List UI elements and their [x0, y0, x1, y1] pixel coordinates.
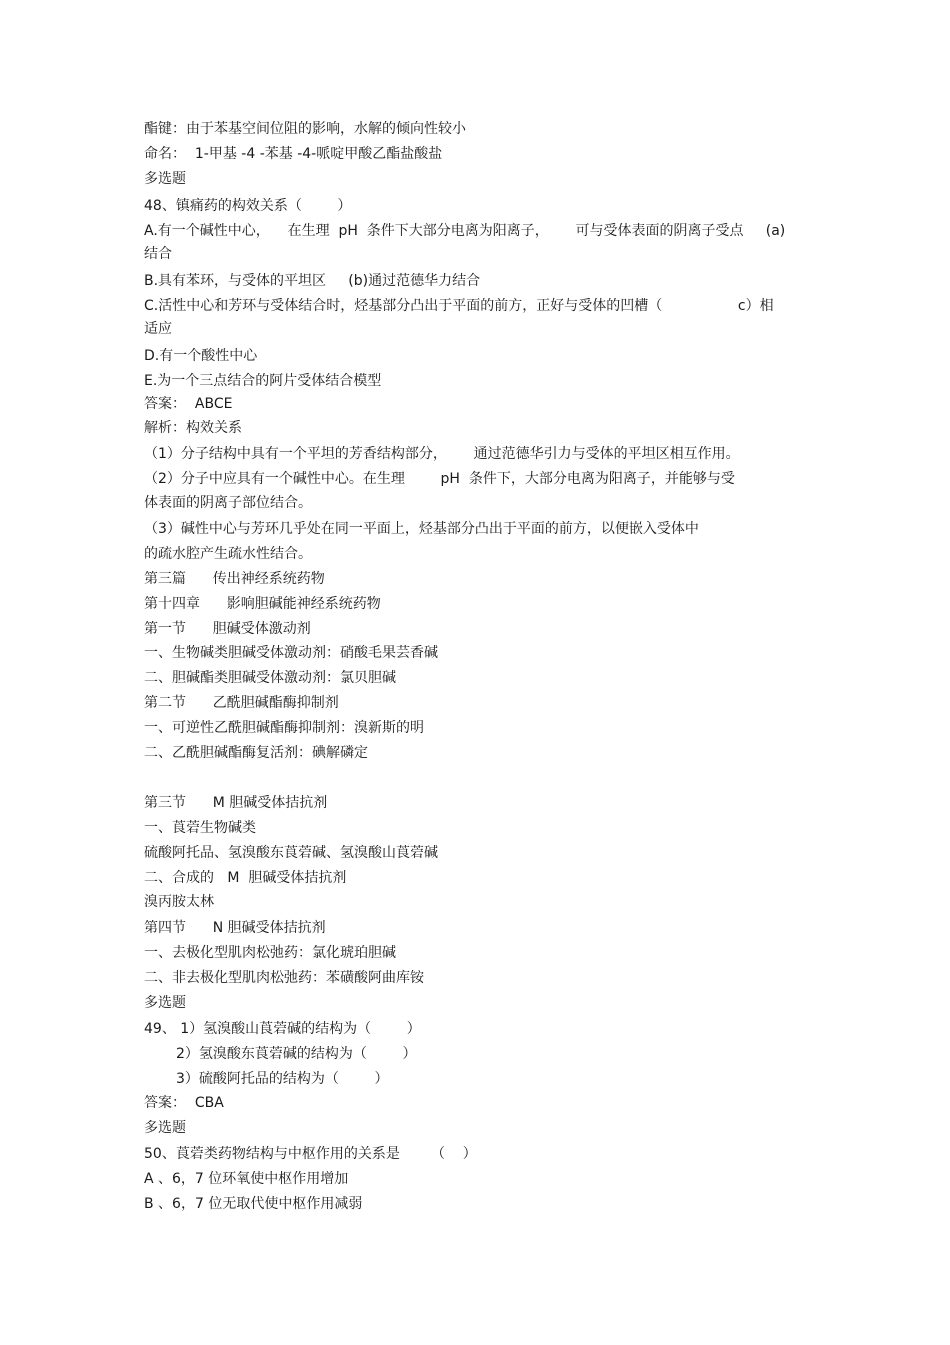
section-heading: 第一节 胆碱受体激动剂	[144, 621, 311, 637]
section-heading: 第四节 N 胆碱受体拮抗剂	[144, 920, 326, 936]
text-line: 一、可逆性乙酰胆碱酯酶抑制剂：溴新斯的明	[144, 720, 424, 736]
question-49-part: 3）硫酸阿托品的结构为（ ）	[176, 1071, 389, 1087]
text-line: 二、乙酰胆碱酯酶复活剂：碘解磷定	[144, 745, 368, 761]
option-a: A 、6，7 位环氧使中枢作用增加	[144, 1171, 349, 1187]
section-heading: 第三节 M 胆碱受体拮抗剂	[144, 795, 328, 811]
option-b: B 、6，7 位无取代使中枢作用减弱	[144, 1196, 363, 1212]
text-line: 酯键：由于苯基空间位阻的影响，水解的倾向性较小	[144, 121, 466, 137]
option-d: D.有一个酸性中心	[144, 348, 258, 364]
analysis-item-cont: 的疏水腔产生疏水性结合。	[144, 546, 312, 562]
text-line: 一、去极化型肌肉松弛药：氯化琥珀胆碱	[144, 945, 396, 961]
question-48-title: 48、镇痛药的构效关系（ ）	[144, 198, 352, 214]
text-line: 二、胆碱酯类胆碱受体激动剂：氯贝胆碱	[144, 670, 396, 686]
option-e: E.为一个三点结合的阿片受体结合模型	[144, 373, 382, 389]
question-50-title: 50、莨菪类药物结构与中枢作用的关系是 （ ）	[144, 1146, 477, 1162]
text-line: 溴丙胺太林	[144, 894, 214, 910]
analysis-item: （1）分子结构中具有一个平坦的芳香结构部分， 通过范德华引力与受体的平坦区相互作用。	[144, 446, 740, 462]
option-c: C.活性中心和芳环与受体结合时，烃基部分凸出于平面的前方，正好与受体的凹槽（ c）相	[144, 298, 774, 314]
analysis-item: （3）碱性中心与芳环几乎处在同一平面上，烃基部分凸出于平面的前方，以便嵌入受体中	[144, 521, 699, 537]
option-a: A.有一个碱性中心， 在生理 pH 条件下大部分电离为阳离子， 可与受体表面的阴离子受点 (a)	[144, 223, 786, 239]
analysis-item: （2）分子中应具有一个碱性中心。在生理 pH 条件下，大部分电离为阳离子，并能够与受	[144, 471, 735, 487]
analysis-title: 解析：构效关系	[144, 420, 242, 436]
text-line: 二、非去极化型肌肉松弛药：苯磺酸阿曲库铵	[144, 970, 424, 986]
chapter-heading: 第十四章 影响胆碱能神经系统药物	[144, 596, 381, 612]
option-a-cont: 结合	[144, 246, 172, 262]
text-line: 命名： 1-甲基 -4 -苯基 -4-哌啶甲酸乙酯盐酸盐	[144, 146, 443, 162]
option-b: B.具有苯环，与受体的平坦区 (b)通过范德华力结合	[144, 273, 481, 289]
text-line: 硫酸阿托品、氢溴酸东莨菪碱、氢溴酸山莨菪碱	[144, 845, 438, 861]
text-line: 一、生物碱类胆碱受体激动剂：硝酸毛果芸香碱	[144, 645, 438, 661]
question-49-part: 2）氢溴酸东莨菪碱的结构为（ ）	[176, 1046, 417, 1062]
option-c-cont: 适应	[144, 321, 172, 337]
text-line: 多选题	[144, 1120, 186, 1136]
text-line: 一、莨菪生物碱类	[144, 820, 256, 836]
part-heading: 第三篇 传出神经系统药物	[144, 571, 325, 587]
analysis-item-cont: 体表面的阴离子部位结合。	[144, 495, 312, 511]
text-line: 多选题	[144, 171, 186, 187]
question-49: 49、 1）氢溴酸山莨菪碱的结构为（ ）	[144, 1021, 421, 1037]
answer: 答案： ABCE	[144, 396, 233, 412]
answer: 答案： CBA	[144, 1095, 224, 1111]
text-line: 二、合成的 M 胆碱受体拮抗剂	[144, 870, 347, 886]
text-line: 多选题	[144, 995, 186, 1011]
section-heading: 第二节 乙酰胆碱酯酶抑制剂	[144, 695, 339, 711]
